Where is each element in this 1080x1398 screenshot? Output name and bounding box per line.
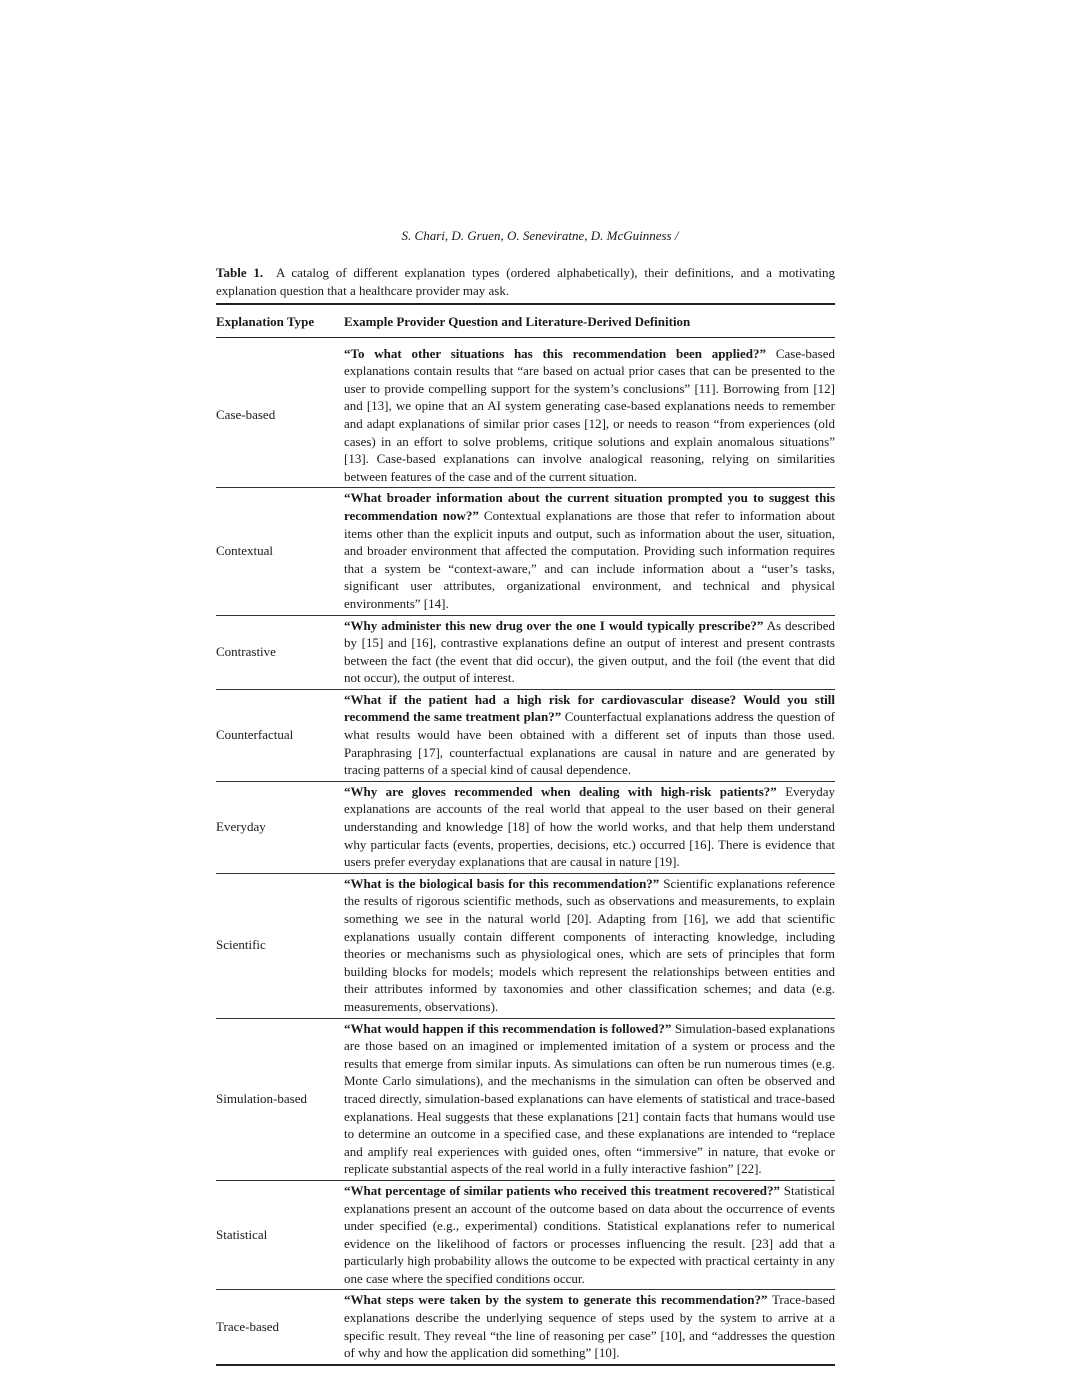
definition-text: Statistical explanations present an account of the outcome based on data about the occurrence of events under specified (e.g., experimental) conditions. Statistical explanations refer to numerical evidence on the likelihood of factors or processes influencing the result. [23] add that a particularly high probability allows the outcome to be expected with practical certainty in any one case where the specified conditions occur. [344, 1182, 836, 1286]
definition-cell [344, 873, 835, 1018]
table-row [216, 615, 835, 689]
definition-text: Scientific explanations reference the results of rigorous scientific methods, such as observations and measurements, to explain something we see in the natural world [20]. Adapting from [16], we add that scientific explanations usually contain different components of interacting knowledge, including theories or mechanisms such as physiological ones, which are sets of principles that form building blocks for models; models which represent the relationships between entities and their attributes informed by taxonomies and other classification schemes; and data (e.g. measurements, observations). [344, 875, 836, 1014]
running-header: S. Chari, D. Gruen, O. Seneviratne, D. McGuinness / [401, 228, 679, 243]
table-row [216, 1290, 835, 1365]
table-header-row [216, 304, 835, 337]
provider-question: “What if the patient had a high risk for cardiovascular disease? Would you still recommend the same treatment plan?” [344, 691, 835, 725]
definition-cell [344, 1180, 835, 1290]
table-caption [216, 264, 835, 299]
definition-text: Trace-based explanations describe the underlying sequence of steps used by the system to arrive at a specific result. They reveal “the line of reasoning per case” [10], and “addresses the question of why and how the application did something” [10]. [344, 1292, 836, 1361]
provider-question: “To what other situations has this recommendation been applied?” [344, 345, 766, 361]
explanation-type: Counterfactual [216, 727, 294, 743]
definition-text: Simulation-based explanations are those based on an imagined or implemented imitation of a system or process and the results that emerge from similar inputs. As simulations can often be run numerous times (e.g. Monte Carlo simulations), and the mechanisms in the simulation can often be observed and traced directly, simulation-based explanations can have elements of statistical and trace-based explanations. Heal suggests that these explanations [21] contain facts that humans would use to determine an outcome in a specified case, and these explanations are intended to “replace and amplify real experiences with guided ones, often “immersive” in nature, that evoke or replicate substantial aspects of the real world in a fully interactive fashion” [22]. [344, 1020, 835, 1177]
explanation-type: Everyday [216, 819, 266, 835]
provider-question: “What percentage of similar patients who received this treatment recovered?” [344, 1182, 781, 1198]
table-row [216, 337, 835, 488]
definition-cell [344, 781, 835, 873]
provider-question: “Why are gloves recommended when dealing with high-risk patients?” [344, 783, 777, 799]
definition-text: Contextual explanations are those that refer to information about items other than the explicit inputs and output, such as information about the user, situation, and broader environment that affected the computation. Providing such information requires that a system be “context-aware,” and can include information about a “user’s tasks, significant user attributes, organizational environment, and technical and physical environments” [14]. [344, 507, 835, 611]
table-row [216, 873, 835, 1018]
explanation-type: Statistical [216, 1226, 268, 1242]
table-row [216, 488, 835, 615]
definition-cell [344, 1018, 835, 1180]
table-row [216, 1180, 835, 1290]
explanation-type: Scientific [216, 937, 266, 953]
caption-label: Table 1. [216, 265, 264, 280]
table-row [216, 1018, 835, 1180]
definition-cell [344, 1290, 835, 1365]
definition-cell [344, 689, 835, 781]
definition-cell [344, 337, 835, 488]
provider-question: “What would happen if this recommendation is followed?” [344, 1020, 672, 1036]
explanation-type: Trace-based [216, 1318, 280, 1334]
explanation-type: Case-based [216, 407, 276, 423]
table-row [216, 689, 835, 781]
definition-text: As described by [15] and [16], contrastive explanations define an output of interest and present contrasts between the fact (the event that did occur), the given output, and the foil (the event that did not occur), the output of interest. [344, 617, 835, 686]
table-row [216, 781, 835, 873]
provider-question: “What broader information about the current situation prompted you to suggest this recommendation now?” [344, 490, 835, 523]
definition-cell [344, 488, 835, 615]
provider-question: “What is the biological basis for this recommendation?” [344, 875, 660, 891]
explanation-type: Simulation-based [216, 1090, 307, 1106]
provider-question: “Why administer this new drug over the one I would typically prescribe?” [344, 617, 764, 633]
definition-text: Case-based explanations contain results that “are based on actual prior cases that can be presented to the user to provide compelling support for the system’s conclusions” [11]. Borrowing from [12] and [13], we opine that an AI system generating case-based explanations needs to remember and adapt explanations of similar prior cases [12], or needs to reason “from experiences (old cases) in an effort to solve problems, critique solutions and explain anomalous situations” [13]. Case-based explanations can involve analogical reasoning, relying on similarities between features of the case and of the current situation. [344, 345, 836, 484]
explanation-type: Contextual [216, 543, 274, 559]
explanation-types-table [216, 303, 835, 1366]
definition-text: Everyday explanations are accounts of the real world that appeal to the user based on their general understanding and knowledge [18] of how the world works, and that help them understand why particular facts (events, properties, decisions, etc.) occurred [16]. There is evidence that users prefer everyday explanations that are causal in nature [19]. [344, 783, 836, 870]
header-explanation-type: Explanation Type [216, 314, 315, 329]
definition-text: Counterfactual explanations address the question of what results would have been obtained with a different set of inputs than those used. Paraphrasing [17], counterfactual explanations are causal in nature and are generated by tracing patterns of a special kind of causal dependence. [344, 709, 835, 778]
header-definition: Example Provider Question and Literature-Derived Definition [344, 314, 691, 329]
caption-text: A catalog of different explanation types (ordered alphabetically), their definitions, and a motivating explanation question that a healthcare provider may ask. [216, 265, 835, 298]
provider-question: “What steps were taken by the system to generate this recommendation?” [344, 1292, 768, 1308]
explanation-type: Contrastive [216, 643, 276, 659]
definition-cell [344, 615, 835, 689]
